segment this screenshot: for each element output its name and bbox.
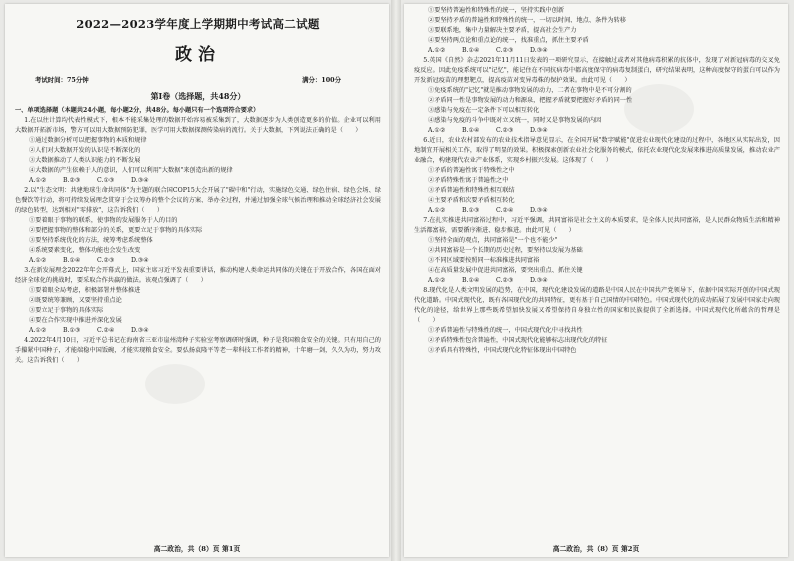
question-7-option: ④在高质量发展中促进共同富裕，要突出重点、抓住关键 <box>428 267 583 274</box>
full-score: 满分：100分 <box>302 76 341 84</box>
exam-time: 考试时间：75分钟 <box>35 76 89 84</box>
exam-page-1 <box>5 4 389 557</box>
question-8-option: ②矛盾特殊性包含普遍性，中国式现代化能够标志出现代化的特征 <box>428 337 608 344</box>
question-7-option: ③不同区域要按照同一标准推进共同富裕 <box>428 257 540 264</box>
choice-c: C.②③ <box>97 257 115 264</box>
question-5-option: ②矛盾同一性是事物发展的动力和源泉，把握矛盾就要把握好矛盾的同一性 <box>428 97 633 104</box>
subject-heading: 政治 <box>175 45 221 65</box>
question-5-option: ①免疫系统的"记忆"就是推动事物发展的动力，二者在事物中是不可分割的 <box>428 87 632 94</box>
question-4-choices <box>414 46 780 56</box>
question-8-stem: 8.现代化是人类文明发展的趋势，在中国，现代化建设发展的道路是中国人民在中国共产党领导下，依据中国实际开创的中国式现代化道路。中国式现代化，既有各国现代化的共同特征，更有基于自己国情的中国特色。中国式现代化的成功拓展了发展中国家走向现代化的途径，给世界上那些既希望加快发展又希望保持自身独立性的国家和民族提供了全新选择。中国式现代化所蕴含的哲理是（ ） <box>414 287 780 324</box>
choice-a: A.①② <box>428 47 446 54</box>
choice-c: C.②③ <box>496 47 514 54</box>
choice-c: C.②③ <box>496 127 514 134</box>
question-7-option: ②共同富裕是一个长期的历史过程，要坚持以发展为基础 <box>428 247 583 254</box>
choice-b: B.①④ <box>63 257 81 264</box>
question-3-choices <box>15 326 381 336</box>
choice-d: D.③④ <box>131 177 149 184</box>
question-8-option: ①矛盾普遍性与特殊性的统一，中国式现代化中寻找共性 <box>428 327 583 334</box>
choice-c: C.②④ <box>97 327 115 334</box>
question-4-option: ③要联系地，集中力量解决主要矛盾，提高社会生产力 <box>428 27 577 34</box>
section-heading: 一、单项选择题（本题共24小题，每小题2分，共48分。每小题只有一个选项符合要求） <box>15 107 260 114</box>
choice-a: A.①② <box>428 277 446 284</box>
choice-b: B.②③ <box>63 177 81 184</box>
question-8-option: ③矛盾具有特殊性，中国式现代化特征体现出中国特色 <box>428 347 577 354</box>
question-5-option: ③感染与免疫在一定条件下可以相互转化 <box>428 107 540 114</box>
question-2-option: ③要坚持系统优化的方法，统筹考虑系统整体 <box>29 237 153 244</box>
exam-meta <box>15 75 381 84</box>
question-3-option: ④要在合作实现中推进并深化发展 <box>29 317 122 324</box>
question-7-choices <box>414 276 780 286</box>
question-2-option: ④系统要素变化，整体功能也会发生改变 <box>29 247 141 254</box>
choice-d: D.③④ <box>530 277 548 284</box>
page-footer: 高二政治，共（8）页 第1页 <box>153 545 241 553</box>
question-1-option: ①通过数据分析可以把握事物的本质和规律 <box>29 137 147 144</box>
choice-b: B.①③ <box>462 207 480 214</box>
page-gutter <box>391 0 401 561</box>
question-4-option: ②要坚持矛盾的普遍性和特殊性的统一，一切以时间、地点、条件为转移 <box>428 17 626 24</box>
choice-c: C.②④ <box>496 207 514 214</box>
question-4-stem: 4.2022年4月10日，习近平总书记在海南省三亚市崖州湾种子实验室考察调研时强调，种子是我国粮食安全的关键。只有用自己的手攥紧中国种子，才能端稳中国饭碗，才能实现粮食安全。要弘扬袁隆平等老一辈科技工作者的精神，十年磨一剑，久久为功，努力攻关。这告诉我们（ ） <box>15 337 381 364</box>
question-3-option: ③要立足于事物的具体实际 <box>29 307 104 314</box>
question-2-option: ②要把握事物的整体和部分的关系，更要立足于事物的具体实际 <box>29 227 203 234</box>
question-1-option: ③大数据推动了人类认识能力的不断发展 <box>29 157 141 164</box>
question-1-option: ④大数据的产生依赖于人的意识，人们可以利用"大数据"来创造出新的规律 <box>29 167 233 174</box>
question-7-stem: 7.在扎实推进共同富裕过程中，习近平强调，共同富裕是社会主义的本质要求，是全体人民共同富裕，是人民群众物质生活和精神生活都富裕，需要循序渐进、稳步推进。由此可见（ ） <box>414 217 780 234</box>
question-3-stem: 3.在新发展理念2022年年会开幕式上，国家主席习近平发表重要讲话，推动构建人类命运共同体的关键在于开放合作，各国在面对经济全球化的挑战时，要采取合作共赢的做法。该观点强调了（ ） <box>15 267 381 284</box>
question-2-option: ①要着眼于事物的联系，使事物的发展服务于人的目的 <box>29 217 178 224</box>
question-5-choices <box>414 126 780 136</box>
question-1-stem: 1.在以往计算均代表性模式下，根本不能采集处理的数据开始容易被采集到了，大数据逐步为人类创造更多的价值。企业可以利用大数据开拓新市场，警方可以用大数据预防犯罪，医学可用大数据探测传染病的流行。关于大数据，下列说法正确的是（ ） <box>15 117 381 134</box>
part-heading: 第Ⅰ卷（选择题，共48分） <box>150 91 246 101</box>
question-4-option: ④要坚持两点论和重点论的统一，找准重点，抓住主要矛盾 <box>428 37 589 44</box>
choice-a: A.①② <box>428 127 446 134</box>
question-6-option: ④主要矛盾和次要矛盾相互转化 <box>428 197 515 204</box>
choice-b: B.①④ <box>462 127 480 134</box>
choice-d: D.③④ <box>530 47 548 54</box>
choice-d: D.③④ <box>131 327 149 334</box>
question-5-option: ④感染与免疫的斗争中既对立又统一，同时又是事物发展的内因 <box>428 117 602 124</box>
choice-d: D.③④ <box>131 257 149 264</box>
question-2-stem: 2.以"生态文明：共建地球生命共同体"为主题的联合国COP15大会开展了"碳中和"行动，实施绿色交通、绿色住宿、绿色会场、绿色餐饮等行动，将可持续发展理念贯穿于会议筹办的整个会议的方案、举办全过程，并通过加强全球气候治理和推动全球经济社会发展的绿色转型，达到相对"零排放"，这告诉我们（ ） <box>15 187 381 214</box>
choice-a: A.①② <box>29 327 47 334</box>
choice-b: B.①④ <box>462 47 480 54</box>
choice-a: A.①② <box>29 177 47 184</box>
choice-d: D.③④ <box>530 127 548 134</box>
question-1-option: ②人们对大数据开发的认识是不断深化的 <box>29 147 141 154</box>
choice-b: B.①③ <box>63 327 81 334</box>
question-6-option: ③矛盾普遍性和特殊性相互联结 <box>428 187 515 194</box>
choice-a: A.①② <box>428 207 446 214</box>
choice-d: D.③④ <box>530 207 548 214</box>
choice-c: C.②③ <box>496 277 514 284</box>
question-3-option: ②既要统筹兼顾，又要坚持重点论 <box>29 297 122 304</box>
question-7-option: ①坚持全面的观点，共同富裕是"一个也不能少" <box>428 237 558 244</box>
question-6-choices <box>414 206 780 216</box>
question-5-stem: 5.英国《自然》杂志2021年11月11日发表的一项研究显示，在接触过或者对其他病毒积累的抗体中，发现了对新冠病毒的交叉免疫反应。因此免疫系统可以"记忆"，能记住在不同抗病毒中都高度保守的病毒复制蛋白，研究结果表明，这种高度保守的蛋白可以作为开发新冠疫苗的理想靶点，提高疫苗对变异毒株的保护效果。由此可见（ ） <box>414 57 780 84</box>
question-6-stem: 6.近日，农业农村部发布的农业技术指导意见显示，在全国开展"数字赋能"促进农业现代化建设的过程中，各地区从实际出发，因地制宜开展相关工作，取得了明显的效果。积极探索创新农业社会化服务的模式，依托农业现代化发展来推进高质量发展，推动农业产业融合，构建现代农业产业体系，实现乡村振兴发展。这体现了（ ） <box>414 137 780 164</box>
choice-b: B.①④ <box>462 277 480 284</box>
question-3-option: ①要着眼全局考虑，积极部署并整体推进 <box>29 287 141 294</box>
page-footer: 高二政治，共（8）页 第2页 <box>552 545 640 553</box>
exam-page-2 <box>404 4 788 557</box>
choice-c: C.①③ <box>97 177 115 184</box>
question-4-option: ①要坚持普遍性和特殊性的统一，坚持实践中创新 <box>428 7 565 14</box>
exam-title: 2022—2023学年度上学期期中考试高二试题 <box>76 17 320 31</box>
question-2-choices <box>15 256 381 266</box>
question-1-choices <box>15 176 381 186</box>
question-6-option: ②矛盾特殊性寓于普遍性之中 <box>428 177 509 184</box>
choice-a: A.①② <box>29 257 47 264</box>
question-6-option: ①矛盾的普遍性寓于特殊性之中 <box>428 167 515 174</box>
